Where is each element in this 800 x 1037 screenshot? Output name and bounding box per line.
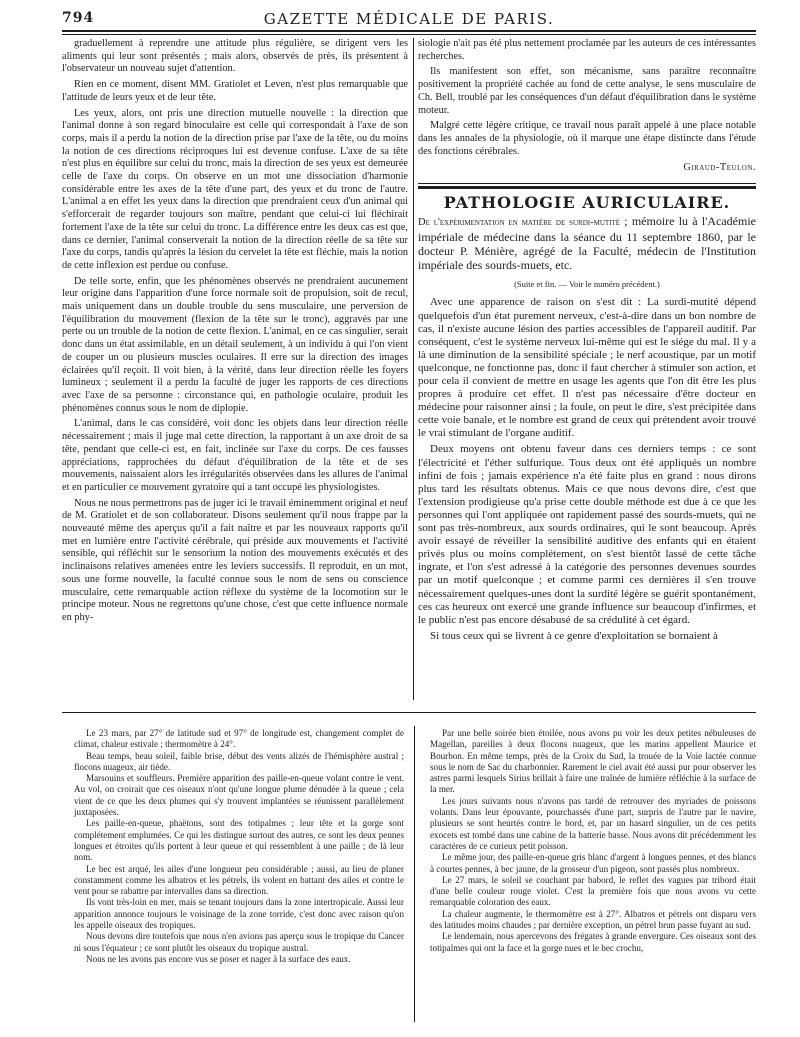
header-rule	[62, 30, 756, 35]
right-paragraph: Avec une apparence de raison on s'est dit : La surdi-mutité dépend quelquefois d'un état purement nerveux, c'est-à-dire dans un bon nombre de cas, il n'existe aucune lésion des parties accessibles de l'appareil auditif. Par conséquent, c'est le système nerveux lui-même qui est le siége du mal. Il y a là une diminution de la sensibilité spéciale ; le nerf acoustique, par un motif quelconque, ne fonctionne pas, donc il faut chercher à stimuler son action, et pour cela il convient de mettre en usage les agents que l'on dit être les plus propres à produire cet effet. Il n'est pas nécessaire d'être docteur en médecine pour raisonner ainsi ; la foule, on peut le dire, s'est précipitée dans cette voie banale, et le nombre est grand de ceux qui prétendent avoir trouvé le vrai stimulant de l'organe auditif.	[418, 296, 756, 440]
bottom-left-paragraph: Nous ne les avons pas encore vus se poser et nager à la surface des eaux.	[86, 953, 351, 964]
section-title: PATHOLOGIE AURICULAIRE.	[443, 193, 731, 213]
feuilleton-divider	[62, 712, 756, 713]
section-divider	[418, 183, 756, 189]
right-paragraph: Ils manifestent son effet, son mécanisme, sans paraître reconnaître positivement la propriété cachée au fond de cette analyse, le sens musculaire de Ch. Bell, troublé par les conséquences d'un défaut d'équilibration dans le système moteur.	[418, 66, 756, 116]
bottom-left-paragraph: Les paille-en-queue, phaëtons, sont des totipalmes ; leur tête et la gorge sont complétement emplumées. Ce qui les distingue surtout des autres, ce sont les deux pennes longues et étroites qu'ils portent à leur queue et qui ressemblent à une paille ; de là leur nom.	[74, 818, 404, 863]
bottom-right-paragraph: Le même jour, des paille-en-queue gris blanc d'argent à longues pennes, et des blancs à courtes pennes, à bec jaune, de la grosseur d'un pigeon, sont passés plus nombreux.	[430, 852, 756, 874]
bottom-right-paragraph: Le lendemain, nous apercevons des frégates à grande envergure. Ces oiseaux sont des totipalmes qui ont la face et la gorge nues et le bec crochu,	[430, 931, 756, 953]
left-paragraph: graduellement à reprendre une attitude plus régulière, se dirigent vers les aliments qui leur sont présentés ; mais alors, observés de près, ils présentent à l'observateur un nouveau sujet d'attention.	[62, 38, 408, 75]
bottom-right-paragraph: Les jours suivants nous n'avons pas tardé de retrouver des myriades de poissons volants. Dans leur épouvante, pourchassés d'une part, surpris de l'autre par le navire, plusieurs se sont heurtés contre le bord, et, par un hasard singulier, un de ces petits exocets est tombé dans une cabine de la batterie basse. Nous avons dit précédemment les caractères de ce curieux petit poisson.	[430, 795, 756, 851]
right-paragraph: siologie n'ait pas été plus nettement proclamée par les auteurs de ces intéressantes recherches.	[418, 38, 756, 62]
journal-title: GAZETTE MÉDICALE DE PARIS.	[263, 10, 555, 28]
right-paragraph: Si tous ceux qui se livrent à ce genre d'exploitation se bornaient à	[430, 629, 718, 642]
bottom-left-paragraph: Marsouins et souffleurs. Première apparition des paille-en-queue volant contre le vent. Au vol, on croirait que ces oiseaux n'ont qu'une longue plume dénudée à la queue ; cela vient de ce que les deux plumes qui s'y trouvent implantées se réunissent parallèlement juxtaposées.	[74, 773, 404, 818]
bottom-left-paragraph: Ils vont très-loin en mer, mais se tenant toujours dans la zone intertropicale. Aussi leur apparition annonce toujours le voisinage de la zone torride, c'est donc avec raison qu'on les appelle oiseaux des tropiques.	[74, 897, 404, 931]
column-divider	[413, 38, 414, 700]
left-paragraph: L'animal, dans le cas considéré, voit donc les objets dans leur direction réelle nécessairement ; mais il juge mal cette direction, la rapportant à un axe droit de sa tête, pendant que celle-ci est, en fait, inclinée sur l'axe du corps. De ces fausses appréciations, rapprochées du défaut d'équilibration de la tête et de ses mouvements, naissaient alors les irrégularités observées dans les allures de l'animal et en particulier ce mouvement gyratoire qui a tant occupé les physiologistes.	[62, 418, 408, 493]
bottom-right-paragraph: Le 27 mars, le soleil se couchant par babord, le reflet des vagues par tribord était d'une belle couleur rouge violet. C'est la première fois que nous avons vu cette remarquable coloration des eaux.	[430, 874, 756, 908]
bottom-right-paragraph: Par une belle soirée bien étoilée, nous avons pu voir les deux petites nébuleuses de Magellan, pareilles à deux flocons nuageux, que les marins appellent Maurice et Bourbon. En même temps, près de la Croix du Sud, la trouée de la Voie lactée connue sous le nom de Sac du charbonnier. Rarement le ciel avait été aussi pur pour observer les astres parmi lesquels Sirius brillait à faire une traînée de lumière réfléchie à la surface de la mer.	[430, 728, 756, 795]
left-paragraph: De telle sorte, enfin, que les phénomènes observés ne prendraient aucunement leur origine dans l'apparition d'une force normale soit de propulsion, soit de recul, mais uniquement dans un double trouble du sens musculaire, une perversion de l'équilibration du mouvement (flexion de la tête sur le tronc), aggravés par une perte ou un trouble de la notion de cette flexion. L'animal, en ce cas singulier, serait donc dans un état assimilable, en un détail seulement, à un individu à qui l'on vient de couper un ou plusieurs muscles oculaires. Il erre sur la direction des images éclairées qu'il reçoit. Il voit bien, à la vérité, dans leur direction réelle les foyers lumineux ; seulement il a perdu la faculté de juger les rapports de ces directions avec l'axe de sa personne : circonstance qui, en pathologie oculaire, produit les phénomènes connus sous le nom de diplopie.	[62, 275, 408, 414]
right-paragraph: Deux moyens ont obtenu faveur dans ces derniers temps : ce sont l'électricité et l'éther sulfurique. Tous deux ont été appliqués un nombre infini de fois ; jamais expérience n'a été faite plus en grand : nous dirons plus tard les résultats obtenus. Mais ce que nous devons dire, c'est que l'extension prodigieuse qu'a prise cette double méthode est due à ce que les personnes qui l'ont appliquée ont rapidement passé des sourds-muets, qui ne sont pas très-nombreux, aux sourds ordinaires, qui le sont beaucoup. Après avoir essayé de réveiller la sensibilité auditive des enfants qui en étaient privés plus ou moins complétement, on s'est bientôt lassé de cette tâche ingrate, et l'on s'est adressé à la catégorie des personnes devenues sourdes par un motif quelconque ; et comme parmi ces dernières il s'en trouve nécessairement quelques-unes dont la surdité légère se guérit spontanément, ces cas heureux ont exercé une grande influence sur beaucoup d'infirmes, et le public n'est pas encore désabusé de sa crédulité à cet égard.	[418, 443, 756, 626]
article-intro	[418, 214, 756, 272]
left-paragraph: Nous ne nous permettrons pas de juger ici le travail éminemment original et neuf de M. Gratiolet et de son collaborateur. Disons seulement qu'il nous frappe par la nouveauté même des aperçus qu'il a fait naître et par les nouveaux rapports qu'il met en lumière entre l'activité cérébrale, qui préside aux mouvements et l'activité sensible, qui réfléchit sur le sensorium la notion des mouvements exécutés et des inclinaisons relatives amenées entre les leviers successifs. Il reproduit, en un mot, sous une forme nouvelle, la faculté connue sous le nom de sens ou conscience musculaire, cette remarquable action réflexe du système de la locomotion sur le principe moteur. Nous ne regrettons qu'une chose, c'est que cette influence normale en phy-	[62, 497, 408, 623]
left-column	[62, 38, 408, 625]
author-signature: Giraud-Teulon.	[683, 162, 756, 174]
bottom-left-column	[74, 728, 404, 965]
right-paragraph: Malgré cette légère critique, ce travail nous paraît appelé à une place notable dans les annales de la physiologie, où il marque une étape distincte dans l'étude des fonctions cérébrales.	[418, 120, 756, 157]
bottom-right-column	[430, 728, 756, 954]
right-column	[418, 38, 756, 643]
page-header	[62, 10, 756, 32]
bottom-left-paragraph: Nous devons dire toutefois que nous n'en avions pas aperçu sous le tropique du Cancer ni sous l'équateur ; ce sont plutôt les oiseaux du tropique austral.	[74, 931, 404, 953]
bottom-left-paragraph: Le bec est arqué, les ailes d'une longueur peu considérable ; aussi, au lieu de planer constamment comme les albatros et les pétrels, ils volent en battant des ailes et contre le vent pour se rabattre par intervalles dans sa direction.	[74, 863, 404, 897]
bottom-left-paragraph: Le 23 mars, par 27° de latitude sud et 97° de longitude est, changement complet de climat, chaleur estivale ; thermomètre à 24°.	[74, 728, 404, 750]
continued-note: (Suite et fin. — Voir le numéro précédent.)	[514, 278, 660, 289]
bottom-column-divider	[414, 726, 415, 1022]
bottom-left-paragraph: Beau temps, beau soleil, faible brise, début des vents alizés de l'hémisphère austral ; flocons nuageux, air tiède.	[74, 750, 404, 772]
article-intro-rest: ; mémoire lu à l'Académie impériale de médecine dans la séance du 11 septembre 1860, par le docteur P. Ménière, agrégé de la Faculté, médecin de l'Institution impériale des sourds-muets, etc.	[418, 213, 756, 272]
page-number: 794	[62, 10, 95, 26]
left-paragraph: Rien en ce moment, disent MM. Gratiolet et Leven, n'est plus remarquable que l'attitude de leurs yeux et de leur tête.	[62, 79, 408, 103]
bottom-right-paragraph: La chaleur augmente, le thermomètre est à 27°. Albatros et pétrels ont disparu vers des latitudes moins chaudes ; par dernière exception, un pétrel brun passe fuyant au sud.	[430, 908, 756, 931]
left-paragraph: Les yeux, alors, ont pris une direction mutuelle nouvelle : la direction que l'animal donne à son regard binoculaire est celle qui correspondait à l'axe de son corps, mais il a perdu la notion de la direction prise par l'axe de la tête, ou du moins la notion de ces directions réciproques lui est devenue confuse. L'axe de sa tête n'est plus en équilibre sur celui du tronc, mais la direction de ses yeux est demeurée celle de l'axe du corps. On observe en un mot une dissociation d'harmonie considérable entre les axes de la tête d'une part, des yeux et du tronc de l'autre. L'animal a en effet les yeux dans la direction que prendraient ceux d'un animal qui s'efforcerait de regarder toujours son maître, pendant que celui-ci lui fléchirait fortement l'axe de la tête sur celui du tronc. La différence entre les deux cas est que, dans ce dernier, l'animal conserverait la notion de la direction réelle de sa tête sur l'axe du corps, tandis qu'après la lésion du cervelet la tête est fléchie, mais la notion de cette inflexion est perdue ou confuse.	[62, 107, 408, 271]
article-intro-lead: De l'expérimentation en matière de surdi-mutité	[418, 216, 621, 228]
